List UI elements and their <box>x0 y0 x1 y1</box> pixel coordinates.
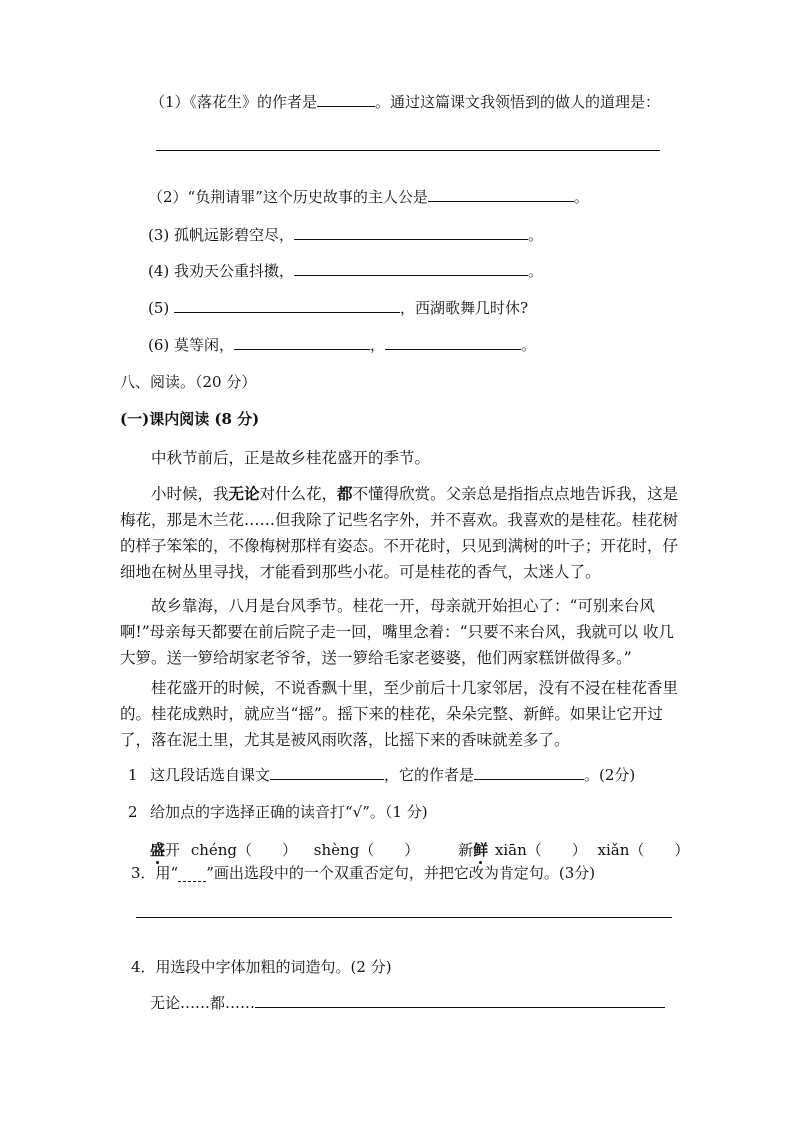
passage-paragraph-1-text: 中秋节前后，正是故乡桂花盛开的季节。 <box>151 449 431 467</box>
reading-question-1 <box>128 765 635 785</box>
question-1-prompt: （1）《落花生》的作者是 <box>150 93 318 111</box>
question-1-prompt-rest: 。通过这篇课文我领悟到的做人的道理是： <box>375 93 661 111</box>
reading-question-1-prompt: 这几段话选自课文 <box>150 766 271 784</box>
q3-answer-blank[interactable] <box>294 225 528 240</box>
char-kai: 开 <box>165 841 181 859</box>
question-3-end: 。 <box>528 226 544 244</box>
q1-answer-line[interactable] <box>156 150 660 151</box>
q4-answer-blank[interactable] <box>294 261 528 276</box>
question-3 <box>148 225 543 245</box>
r4-sentence-row <box>150 993 665 1013</box>
q2-answer-blank[interactable] <box>428 187 574 202</box>
dotted-char-xian: 鲜 <box>473 841 489 859</box>
question-4 <box>148 261 543 281</box>
reading-question-3-prompt: 3．用“ <box>131 864 179 882</box>
char-xin: 新 <box>458 841 474 859</box>
section-8-heading: 八、阅读。（20 分） <box>120 373 257 391</box>
reading-question-1-number: 1 <box>128 766 138 784</box>
pinyin-option-cheng[interactable]: chéng（ ） <box>190 841 298 859</box>
q1-author-blank[interactable] <box>317 92 375 107</box>
r1-author-blank[interactable] <box>474 765 584 780</box>
question-1 <box>150 92 660 112</box>
section-8-subheading: (一)课内阅读 (8 分) <box>120 410 260 428</box>
r1-title-blank[interactable] <box>270 765 384 780</box>
passage-paragraph-4 <box>120 675 680 753</box>
reading-question-2 <box>128 802 428 822</box>
reading-question-3 <box>131 863 595 883</box>
pinyin-option-xian3[interactable]: xiǎn（ ） <box>597 841 690 859</box>
wavy-underline-sample <box>178 871 206 882</box>
question-2-end: 。 <box>573 188 589 206</box>
bold-word-dou: 都 <box>337 484 353 503</box>
question-3-prompt: (3) 孤帆远影碧空尽， <box>148 226 295 244</box>
reading-question-4-prompt: 4．用选段中字体加粗的词造句。(2 分) <box>131 958 392 976</box>
q6-answer-blank-2[interactable] <box>385 335 521 350</box>
reading-question-4 <box>131 957 392 977</box>
question-6-prompt: (6) 莫等闲， <box>148 336 235 354</box>
question-5 <box>148 298 528 318</box>
r4-sentence-prefix: 无论……都…… <box>150 994 256 1012</box>
question-4-end: 。 <box>528 262 544 280</box>
reading-question-1-score: 。(2分) <box>584 766 636 784</box>
q6-answer-blank-1[interactable] <box>234 335 370 350</box>
pinyin-options-row <box>150 840 689 860</box>
reading-question-2-prompt: 给加点的字选择正确的读音打“√”。（1 分) <box>150 803 428 821</box>
question-2 <box>148 187 589 207</box>
passage-paragraph-2-mid: 对什么花， <box>259 485 338 503</box>
question-5-number: (5) <box>148 299 170 317</box>
passage-paragraph-1 <box>120 445 680 471</box>
passage-paragraph-4-text: 桂花盛开的时候，不说香飘十里，至少前后十几家邻居，没有不浸在桂花香里的。桂花成熟时，就应当“摇”。摇下来的桂花，朵朵完整、新鲜。如果让它开过了，落在泥土里，尤其是被风雨吹落，比摇下来的香味就差多了。 <box>120 679 679 749</box>
question-5-text: ，西湖歌舞几时休? <box>400 299 529 317</box>
question-6 <box>148 335 536 355</box>
dotted-char-sheng: 盛 <box>150 841 166 859</box>
passage-paragraph-3-text: 故乡靠海，八月是台风季节。桂花一开，母亲就开始担心了：“可别来台风啊!”母亲每天都要在前后院子走一回，嘴里念着：“只要不来台风，我就可以 收几大箩。送一箩给胡家老爷爷，送一箩给毛家老婆婆，他们两家糕饼做得多。” <box>120 597 675 667</box>
question-6-comma: ， <box>370 336 386 354</box>
pinyin-option-xian1[interactable]: xiān（ ） <box>494 841 587 859</box>
r3-answer-line[interactable] <box>136 917 672 918</box>
passage-paragraph-2-start: 小时候，我 <box>151 485 229 503</box>
r4-sentence-blank[interactable] <box>255 993 665 1008</box>
reading-question-3-rest: ”画出选段中的一个双重否定句，并把它改为肯定句。(3分) <box>206 864 596 882</box>
pinyin-option-sheng[interactable]: shèng（ ） <box>313 841 420 859</box>
passage-paragraph-3 <box>120 593 680 671</box>
passage-paragraph-2 <box>120 481 680 585</box>
reading-question-1-mid: ，它的作者是 <box>384 766 475 784</box>
question-6-end: 。 <box>521 336 537 354</box>
passage-paragraph-2-rest: 不懂得欣赏。父亲总是指指点点地告诉我，这是梅花，那是木兰花……但我除了记些名字外，并不喜欢。我喜欢的是桂花。桂花树的样子笨笨的，不像梅树那样有姿态。不开花时，只见到满树的叶子；开花时，仔细地在树丛里寻找，才能看到那些小花。可是桂花的香气，太迷人了。 <box>120 485 679 581</box>
reading-question-2-number: 2 <box>128 803 138 821</box>
q5-answer-blank[interactable] <box>174 298 400 313</box>
question-4-prompt: (4) 我劝天公重抖擞， <box>148 262 295 280</box>
bold-word-wulun: 无论 <box>228 484 260 503</box>
question-2-prompt: （2）“负荆请罪”这个历史故事的主人公是 <box>148 188 428 206</box>
